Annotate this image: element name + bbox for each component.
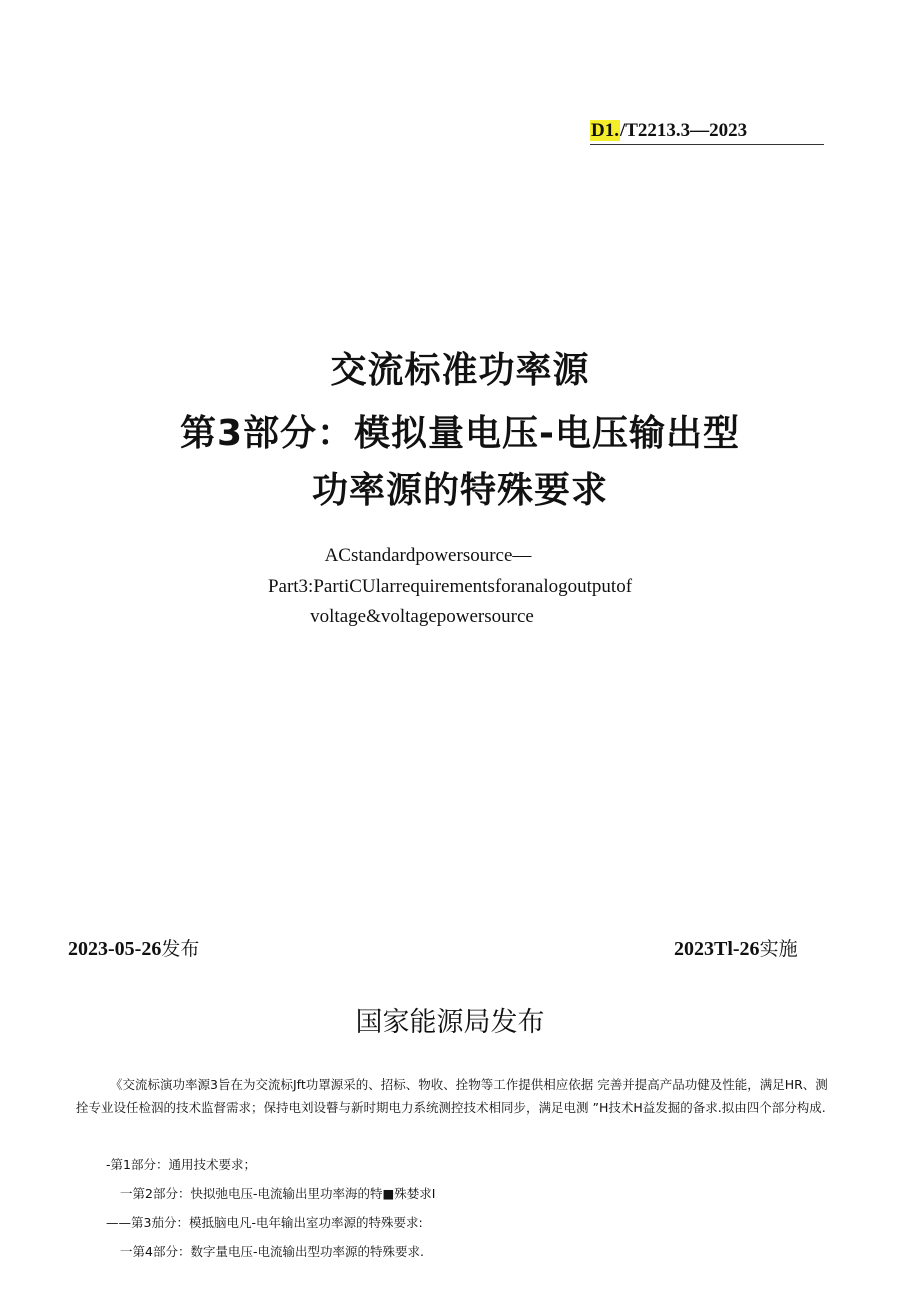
standard-code-prefix: D1.: [591, 120, 619, 141]
list-item: ——第3茄分：模抵脑电凡-电年输出室功率源的特殊要求:: [106, 1215, 423, 1230]
publish-date-value: 2023-05-26: [68, 938, 162, 960]
publish-label: 发布: [161, 938, 200, 960]
list-item: 一第2部分：快拟弛电压-电流输出里功率海的特■殊婪求I: [120, 1186, 436, 1201]
implement-date-value: 2023Tl-26: [674, 938, 760, 960]
english-title-line-1: ACstandardpowersource—: [324, 545, 532, 566]
publisher: 国家能源局发布: [355, 1007, 545, 1038]
list-item: 一第4部分：数字量电压-电流输出型功率源的特殊要求.: [120, 1244, 424, 1259]
standard-code: [590, 120, 824, 145]
implement-date: [674, 934, 798, 961]
publish-date: [68, 934, 199, 961]
title-line-3: 功率源的特殊要求: [311, 470, 608, 511]
list-item: -第1部分：通用技术要求；: [106, 1157, 256, 1172]
implement-label: 实施: [759, 938, 798, 960]
title-line-2: 第3部分：模拟量电压-电压输出型: [180, 413, 740, 454]
intro-section: [76, 1073, 836, 1119]
english-title-line-3: voltage&voltagepowersource: [310, 606, 534, 627]
english-title-line-2: Part3:PartiCUlarrequirementsforanalogoutputof: [267, 576, 633, 597]
standard-code-number: /T2213.3—2023: [619, 120, 748, 141]
parts-list: [100, 1150, 820, 1266]
title-line-1: 交流标准功率源: [330, 350, 590, 391]
intro-paragraph: 《交流标演功率源3旨在为交流标Jft功罩源采的、招标、物收、拴物等工作提供相应依据 完善并提高产品功健及性能，满足HR、测拴专业设任检泅的技术监督需求；保持电刘设瞽与新时期电力系统测控技术相同步，满足电测 ”H技术H益发掘的备求.拟由四个部分构成.: [76, 1077, 828, 1115]
